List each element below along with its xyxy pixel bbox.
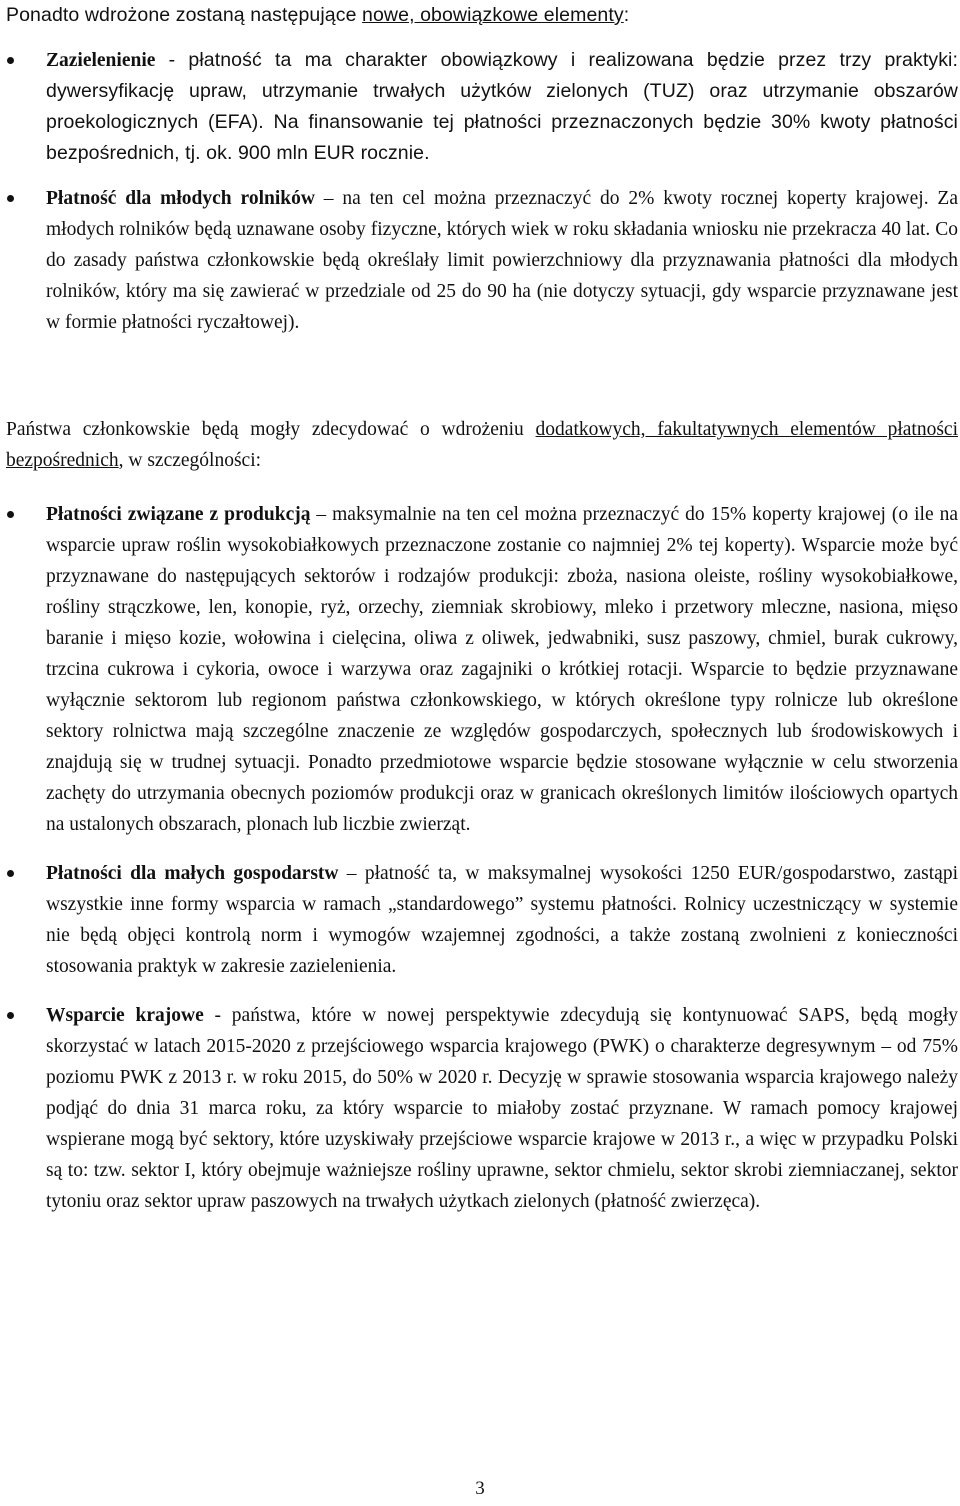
bullet-icon xyxy=(7,57,14,64)
list-item-small-farms xyxy=(6,858,958,982)
optional-elements-list xyxy=(6,499,958,1235)
list-item-text: - państwa, które w nowej perspektywie zdecydują się kontynuować SAPS, będą mogły skorzystać w latach 2015-2020 z przejściowego wsparcia krajowego (PWK) o charakterze degresywnym – od 75% poziomu PWK z 2013 r. w roku 2015, do 50% w 2020 r. Decyzję w sprawie stosowania wsparcia krajowego należy podjąć do dnia 31 marca roku, za który wsparcie to miałoby zostać przyznane. W ramach pomocy krajowej wspierane mogą być sektory, które uzyskiwały przejściowe wsparcie krajowe w 2013 r., a więc w przypadku Polski są to: tzw. sektor I, który obejmuje ważniejsze rośliny uprawne, sektor chmielu, sektor skrobi ziemniaczanej, sektor tytoniu oraz sektor upraw paszowych na trwałych użytkach zielonych (płatność zwierzęca). xyxy=(46,1005,958,1212)
list-item-title: Płatność dla młodych rolników xyxy=(46,188,315,209)
list-item-coupled-payments xyxy=(6,499,958,840)
mandatory-elements-list xyxy=(6,45,958,338)
list-item-title: Wsparcie krajowe xyxy=(46,1005,204,1026)
list-item-text: – płatność ta, w maksymalnej wysokości 1250 EUR/gospodarstwo, zastąpi wszystkie inne formy wsparcia w ramach „standardowego” systemu płatności. Rolnicy uczestniczący w systemie nie będą objęci kontrolą norm i wymogów wzajemnej zgodności, a także zostaną zwolnieni z konieczności stosowania praktyk w zakresie zazielenienia. xyxy=(46,863,958,977)
bullet-icon xyxy=(7,195,14,202)
para-text-end: , w szczególności: xyxy=(118,450,262,471)
page-number: 3 xyxy=(475,1478,485,1499)
list-item-greening xyxy=(6,45,958,169)
list-item-title: Zazielenienie xyxy=(46,50,156,71)
bullet-icon xyxy=(7,511,14,518)
list-item-title: Płatności dla małych gospodarstw xyxy=(46,863,339,884)
list-item-text: - płatność ta ma charakter obowiązkowy i realizowana będzie przez trzy praktyki: dywersyfikację upraw, utrzymanie trwałych użytków zielonych (TUZ) oraz utrzymanie obszarów proekologicznych (EFA). Na finansowanie tej płatności przeznaczonych będzie 30% kwoty płatności bezpośrednich, tj. ok. 900 mln EUR rocznie. xyxy=(46,49,958,164)
document-page xyxy=(6,0,958,1506)
bullet-icon xyxy=(7,1012,14,1019)
intro-underlined: nowe, obowiązkowe elementy xyxy=(362,4,624,26)
intro-text-end: : xyxy=(623,4,630,26)
list-item-young-farmers xyxy=(6,183,958,338)
list-item-national-support xyxy=(6,1000,958,1217)
intro-text: Ponadto wdrożone zostaną następujące xyxy=(6,4,363,26)
list-item-title: Płatności związane z produkcją xyxy=(46,504,311,525)
intro-paragraph xyxy=(6,0,958,31)
para-text: Państwa członkowskie będą mogły zdecydować o wdrożeniu xyxy=(6,419,536,440)
bullet-icon xyxy=(7,870,14,877)
para-underlined: dodatkowych, fakultatywnych elementów płatności bezpośrednich xyxy=(6,419,958,471)
list-item-text: – na ten cel można przeznaczyć do 2% kwoty rocznej koperty krajowej. Za młodych rolników będą uznawane osoby fizyczne, których wiek w roku składania wniosku nie przekracza 40 lat. Co do zasady państwa członkowskie będą określały limit powierzchniowy dla przyznawania płatności dla młodych rolników, który ma się zawierać w przedziale od 25 do 90 ha (nie dotyczy sytuacji, gdy wsparcie przyznawane jest w formie płatności ryczałtowej). xyxy=(46,188,958,333)
list-item-text: – maksymalnie na ten cel można przeznaczyć do 15% koperty krajowej (o ile na wsparcie upraw roślin wysokobiałkowych przeznaczone zostanie co najmniej 2% tej koperty). Wsparcie może być przyznawane do następujących sektorów i rodzajów produkcji: zboża, nasiona oleiste, rośliny wysokobiałkowe, rośliny strączkowe, len, konopie, ryż, orzechy, ziemniak skrobiowy, mleko i przetwory mleczne, nasiona, mięso baranie i mięso kozie, wołowina i cielęcina, oliwa z oliwek, jedwabniki, susz paszowy, chmiel, burak cukrowy, trzcina cukrowa i cykoria, owoce i warzywa oraz zagajniki o krótkiej rotacji. Wsparcie to będzie przyznawane wyłącznie sektorom lub regionom państwa członkowskiego, w których określone typy rolnicze lub określone sektory rolnictwa mają szczególne znaczenie ze względów gospodarczych, społecznych lub środowiskowych i znajdują się w trudnej sytuacji. Ponadto przedmiotowe wsparcie będzie stosowane wyłącznie w celu stworzenia zachęty do utrzymania obecnych poziomów produkcji oraz w granicach określonych limitów ilościowych opartych na ustalonych obszarach, plonach lub liczbie zwierząt. xyxy=(46,504,958,835)
optional-elements-paragraph xyxy=(6,414,958,476)
